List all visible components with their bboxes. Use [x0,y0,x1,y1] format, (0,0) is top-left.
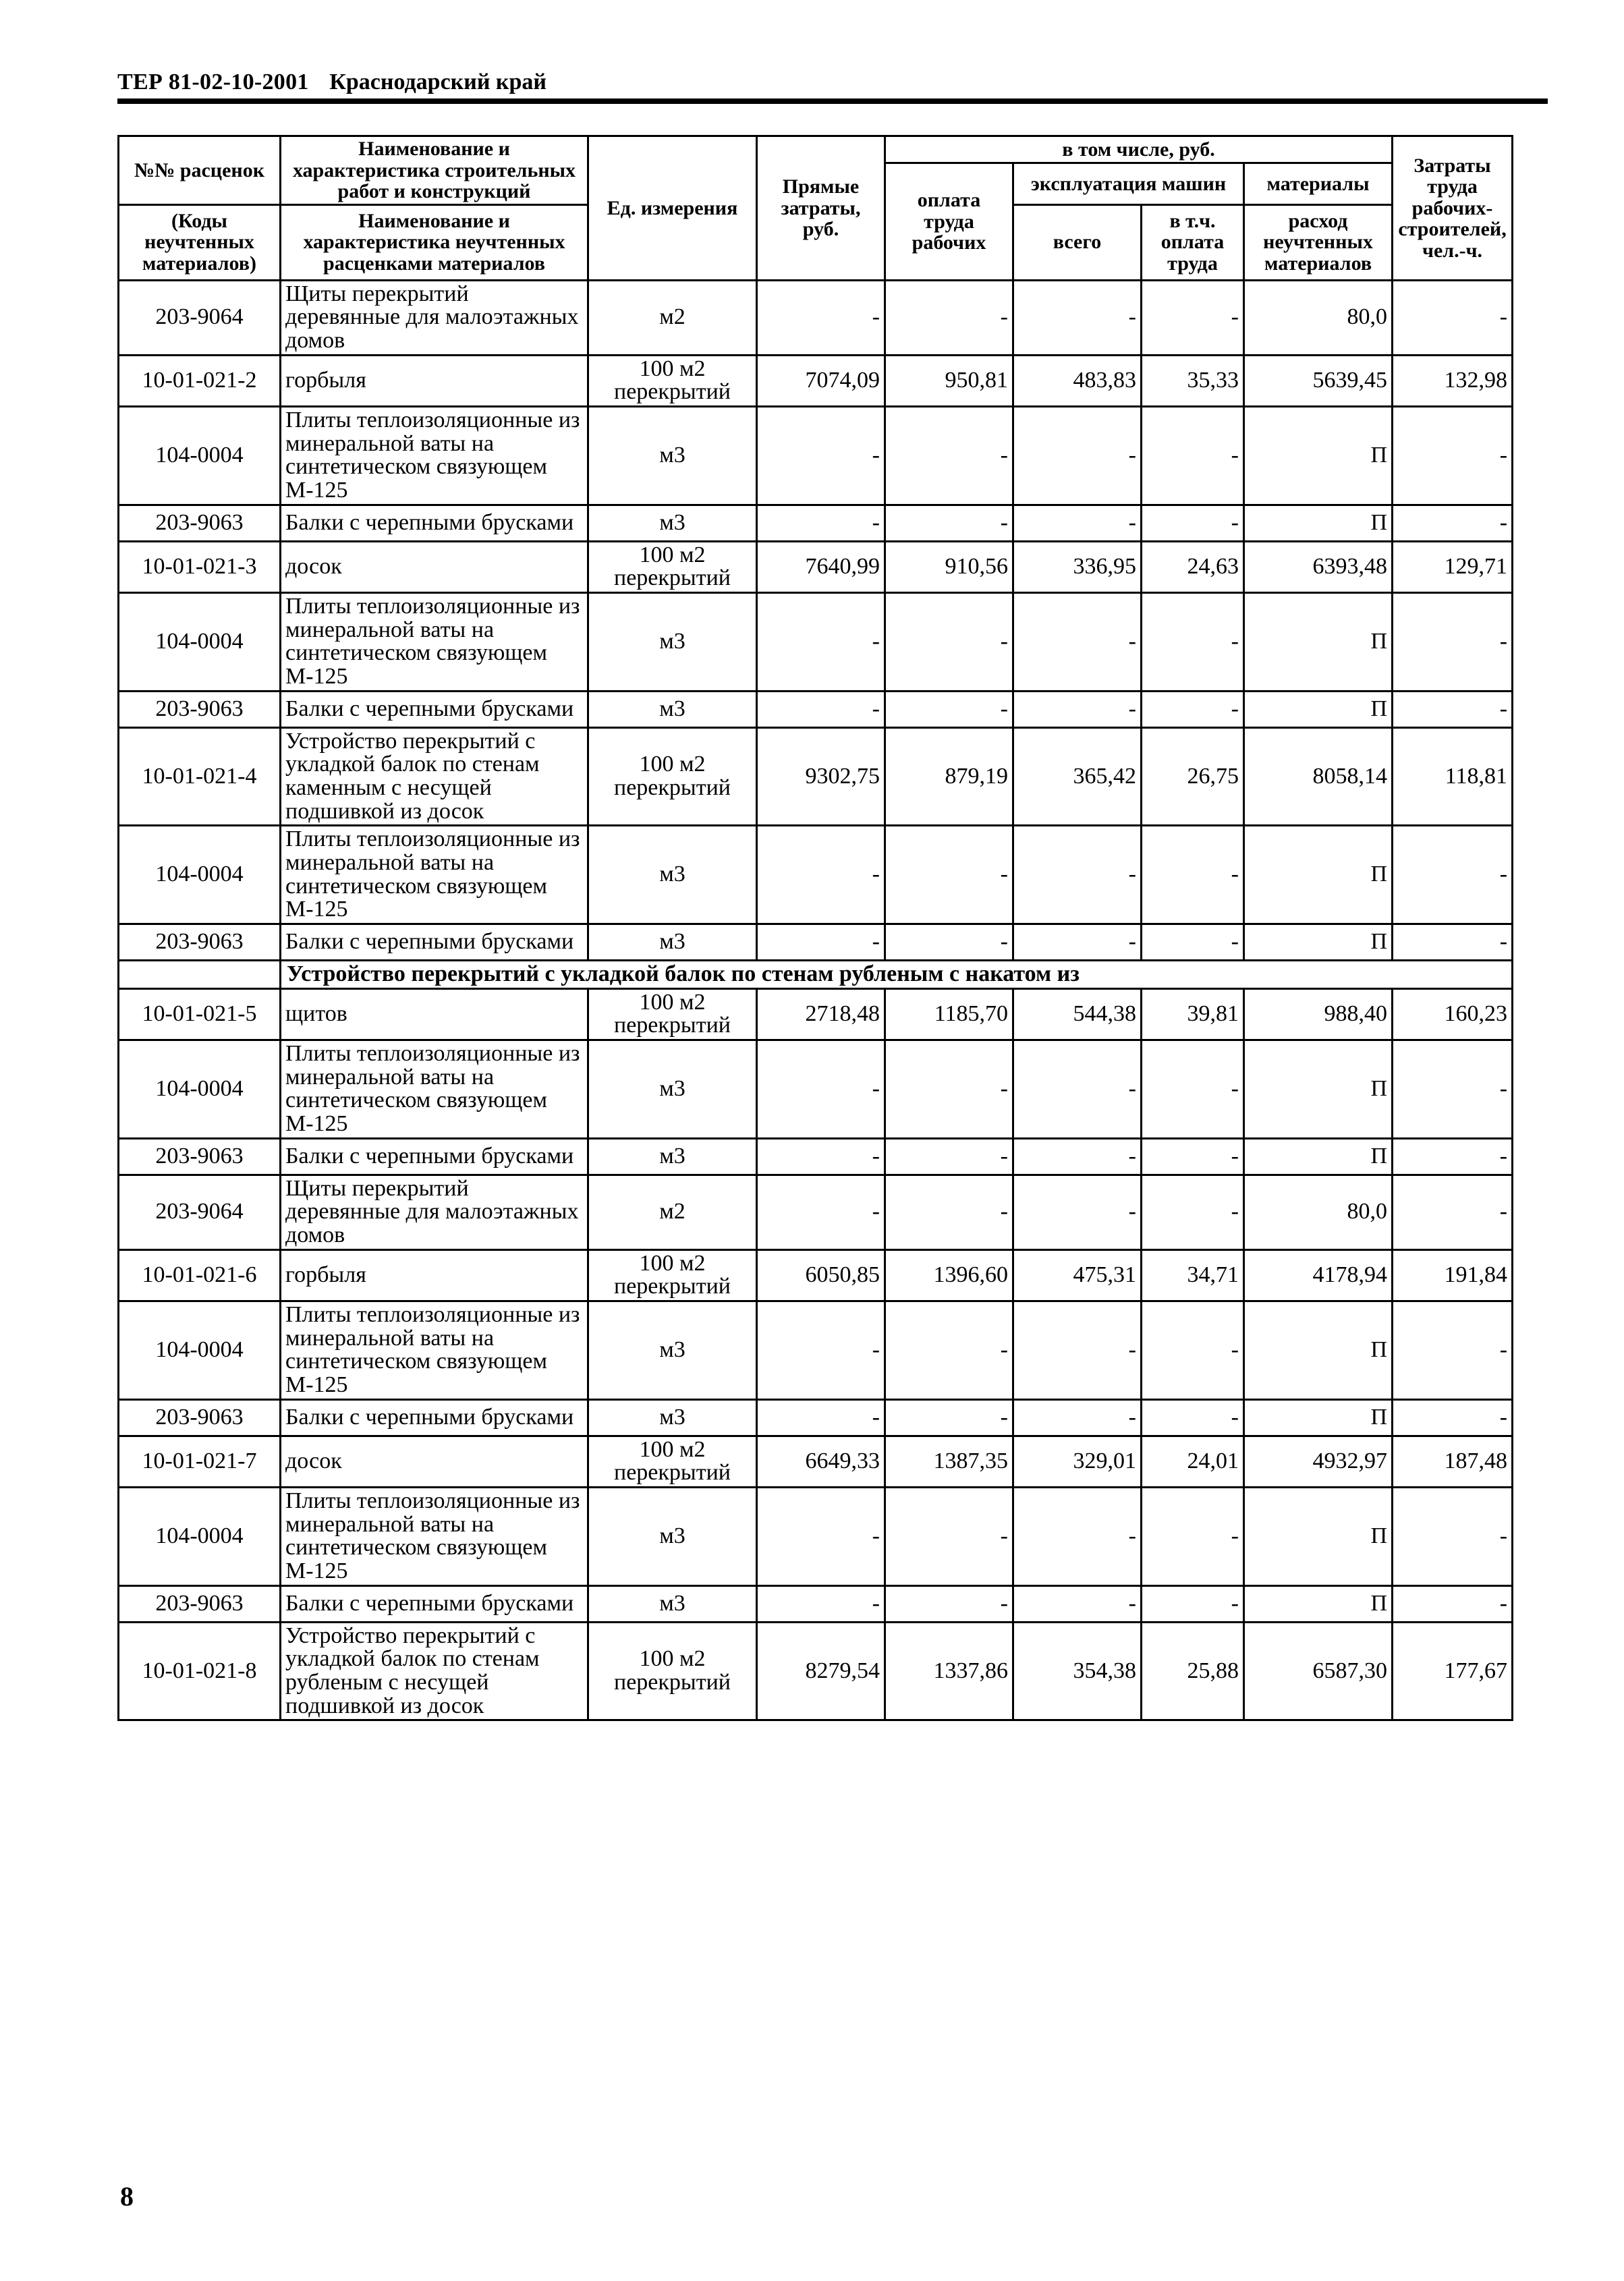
cell-materials: 8058,14 [1244,727,1393,826]
header-unit: Ед. измерения [588,136,757,281]
cell-direct-costs: - [757,1585,885,1622]
cell-materials: П [1244,691,1393,727]
cell-name: Балки с черепными брусками [281,1585,588,1622]
cell-machine-labor: - [1142,1040,1244,1138]
header-materials-unaccounted: расход неучтенных материалов [1244,204,1393,280]
cell-machine-total: - [1013,691,1142,727]
cell-machine-total: 329,01 [1013,1436,1142,1487]
cell-machine-total: 336,95 [1013,541,1142,592]
cell-labor-pay: 1396,60 [885,1249,1013,1301]
table-row [119,406,1513,505]
cell-labor-hours: 132,98 [1393,355,1513,406]
cell-machine-labor: - [1142,826,1244,924]
cell-code: 10-01-021-4 [119,727,281,826]
cell-labor-pay: - [885,1399,1013,1436]
cell-machine-labor: - [1142,924,1244,960]
cell-labor-hours: - [1393,1138,1513,1175]
document-code: ТЕР 81-02-10-2001 [117,69,309,94]
cell-name: Плиты теплоизоляционные из минеральной ваты на синтетическом связующем М-125 [281,406,588,505]
cell-labor-pay: - [885,406,1013,505]
table-row [119,1436,1513,1487]
cell-labor-hours: 118,81 [1393,727,1513,826]
cell-labor-hours: 187,48 [1393,1436,1513,1487]
cell-machine-total: - [1013,1585,1142,1622]
cell-direct-costs: 6050,85 [757,1249,885,1301]
cell-unit: 100 м2 перекрытий [588,1249,757,1301]
header-machine-operation: эксплуатация машин [1013,163,1244,205]
cell-machine-labor: - [1142,406,1244,505]
cell-name: горбыля [281,355,588,406]
cell-direct-costs: - [757,592,885,691]
cell-name: досок [281,1436,588,1487]
cell-machine-labor: - [1142,505,1244,541]
cell-labor-pay: - [885,924,1013,960]
cell-direct-costs: - [757,1040,885,1138]
cell-materials: П [1244,406,1393,505]
table-row [119,826,1513,924]
cell-machine-labor: 24,01 [1142,1436,1244,1487]
cell-code: 203-9063 [119,1399,281,1436]
document-header [117,65,1548,100]
table-row [119,1622,1513,1720]
cell-unit: м3 [588,1399,757,1436]
header-machine-total: всего [1013,204,1142,280]
table-row [119,541,1513,592]
cell-direct-costs: - [757,1301,885,1400]
cell-unit: 100 м2 перекрытий [588,1436,757,1487]
cell-code: 10-01-021-5 [119,988,281,1040]
cell-direct-costs: - [757,924,885,960]
cell-name: Плиты теплоизоляционные из минеральной ваты на синтетическом связующем М-125 [281,1040,588,1138]
table-row [119,355,1513,406]
cell-labor-hours: - [1393,280,1513,355]
cell-code: 104-0004 [119,592,281,691]
cell-labor-hours: 129,71 [1393,541,1513,592]
cell-materials: П [1244,1301,1393,1400]
cell-direct-costs: 6649,33 [757,1436,885,1487]
header-labor-costs: Затраты труда рабочих-строителей, чел.-ч. [1393,136,1513,281]
cell-machine-total: - [1013,924,1142,960]
cell-labor-pay: - [885,1585,1013,1622]
cell-machine-total: - [1013,826,1142,924]
cell-code: 203-9063 [119,1585,281,1622]
cell-code: 104-0004 [119,406,281,505]
cell-labor-hours: - [1393,505,1513,541]
table-body [119,280,1513,1720]
cell-machine-total: - [1013,1040,1142,1138]
cell-name: горбыля [281,1249,588,1301]
cell-machine-labor: - [1142,691,1244,727]
cell-labor-pay: - [885,280,1013,355]
cell-materials: П [1244,1585,1393,1622]
cell-unit: м3 [588,826,757,924]
cell-code: 10-01-021-3 [119,541,281,592]
cell-unit: 100 м2 перекрытий [588,355,757,406]
cell-unit: м3 [588,1040,757,1138]
header-machine-labor: в т.ч. оплата труда [1142,204,1244,280]
header-divider [117,98,1548,104]
cell-name: Плиты теплоизоляционные из минеральной ваты на синтетическом связующем М-125 [281,1488,588,1586]
cell-unit: м2 [588,280,757,355]
cell-name: Щиты перекрытий деревянные для малоэтажных домов [281,280,588,355]
cell-machine-labor: - [1142,1399,1244,1436]
header-code: №№ расценок [119,136,281,205]
cell-machine-total: - [1013,1175,1142,1249]
header-labor-pay: оплата труда рабочих [885,163,1013,281]
cell-code: 104-0004 [119,826,281,924]
cell-machine-total: 475,31 [1013,1249,1142,1301]
cell-unit: м3 [588,924,757,960]
cell-unit: м3 [588,1301,757,1400]
table-row [119,1175,1513,1249]
cell-labor-pay: - [885,505,1013,541]
section-title: Устройство перекрытий с укладкой балок по стенам рубленым с накатом из [281,960,1513,988]
cell-direct-costs: 7640,99 [757,541,885,592]
cell-code: 104-0004 [119,1040,281,1138]
cell-code: 10-01-021-2 [119,355,281,406]
cell-machine-total: 544,38 [1013,988,1142,1040]
cell-machine-total: - [1013,1301,1142,1400]
cell-unit: м3 [588,406,757,505]
cell-machine-labor: - [1142,1585,1244,1622]
cell-labor-hours: - [1393,592,1513,691]
cell-code: 203-9064 [119,280,281,355]
cell-materials: П [1244,1488,1393,1586]
cell-machine-labor: - [1142,1301,1244,1400]
cell-machine-total: 365,42 [1013,727,1142,826]
cell-labor-hours: 191,84 [1393,1249,1513,1301]
table-row [119,1138,1513,1175]
cell-labor-pay: - [885,592,1013,691]
header-direct-costs: Прямые затраты, руб. [757,136,885,281]
cell-machine-labor: 35,33 [1142,355,1244,406]
cell-name: Плиты теплоизоляционные из минеральной ваты на синтетическом связующем М-125 [281,1301,588,1400]
cell-machine-total: - [1013,592,1142,691]
cell-machine-labor: - [1142,1488,1244,1586]
cell-machine-total: - [1013,1399,1142,1436]
cell-labor-pay: - [885,691,1013,727]
table-row [119,691,1513,727]
section-empty-cell [119,960,281,988]
cell-direct-costs: 2718,48 [757,988,885,1040]
cell-name: Щиты перекрытий деревянные для малоэтажных домов [281,1175,588,1249]
cell-direct-costs: - [757,826,885,924]
cell-machine-labor: 34,71 [1142,1249,1244,1301]
cell-code: 203-9063 [119,691,281,727]
cell-direct-costs: 8279,54 [757,1622,885,1720]
cell-unit: 100 м2 перекрытий [588,1622,757,1720]
cell-name: Устройство перекрытий с укладкой балок по стенам каменным с несущей подшивкой из досок [281,727,588,826]
header-including: в том числе, руб. [885,136,1393,163]
cell-machine-total: - [1013,280,1142,355]
cell-labor-pay: 910,56 [885,541,1013,592]
cell-name: Устройство перекрытий с укладкой балок по стенам рубленым с несущей подшивкой из досок [281,1622,588,1720]
cell-materials: 6587,30 [1244,1622,1393,1720]
cell-name: Балки с черепными брусками [281,1138,588,1175]
cell-labor-hours: - [1393,1301,1513,1400]
document-region: Краснодарский край [329,69,547,94]
cell-machine-labor: 26,75 [1142,727,1244,826]
table-row [119,592,1513,691]
cell-materials: П [1244,826,1393,924]
cell-name: щитов [281,988,588,1040]
cell-materials: 6393,48 [1244,541,1393,592]
header-name: Наименование и характеристика строительных работ и конструкций [281,136,588,205]
cell-code: 203-9064 [119,1175,281,1249]
header-name-materials: Наименование и характеристика неучтенных расценками материалов [281,204,588,280]
cell-direct-costs: - [757,406,885,505]
cell-code: 104-0004 [119,1301,281,1400]
table-row [119,280,1513,355]
cell-materials: 4932,97 [1244,1436,1393,1487]
cell-materials: П [1244,1399,1393,1436]
cell-code: 203-9063 [119,505,281,541]
cell-materials: 4178,94 [1244,1249,1393,1301]
header-code-materials: (Коды неучтенных материалов) [119,204,281,280]
table-row [119,1585,1513,1622]
cell-labor-pay: - [885,1301,1013,1400]
cell-materials: П [1244,1040,1393,1138]
cell-labor-pay: 1337,86 [885,1622,1013,1720]
cell-labor-pay: - [885,1488,1013,1586]
cell-unit: м3 [588,1488,757,1586]
cell-unit: 100 м2 перекрытий [588,727,757,826]
cell-unit: м3 [588,1138,757,1175]
cell-code: 104-0004 [119,1488,281,1586]
cell-labor-hours: - [1393,1040,1513,1138]
cell-machine-total: 483,83 [1013,355,1142,406]
cell-materials: 988,40 [1244,988,1393,1040]
cell-machine-total: - [1013,406,1142,505]
cell-direct-costs: - [757,1399,885,1436]
cell-labor-hours: 177,67 [1393,1622,1513,1720]
cell-labor-hours: - [1393,924,1513,960]
cell-direct-costs: 7074,09 [757,355,885,406]
cell-machine-labor: 24,63 [1142,541,1244,592]
cell-labor-hours: - [1393,1488,1513,1586]
cell-code: 203-9063 [119,1138,281,1175]
cell-materials: П [1244,592,1393,691]
cell-machine-labor: 39,81 [1142,988,1244,1040]
cell-materials: П [1244,505,1393,541]
cell-unit: м3 [588,691,757,727]
cell-machine-labor: - [1142,592,1244,691]
cell-labor-pay: 1185,70 [885,988,1013,1040]
cell-name: досок [281,541,588,592]
cell-unit: 100 м2 перекрытий [588,541,757,592]
cell-direct-costs: - [757,1175,885,1249]
cell-labor-hours: - [1393,1175,1513,1249]
cell-labor-pay: 950,81 [885,355,1013,406]
price-table [117,135,1513,1721]
cell-machine-labor: - [1142,1175,1244,1249]
cell-labor-pay: 1387,35 [885,1436,1013,1487]
page-number: 8 [120,2181,134,2212]
cell-labor-pay: - [885,826,1013,924]
cell-labor-hours: - [1393,406,1513,505]
cell-machine-labor: - [1142,280,1244,355]
cell-labor-pay: - [885,1040,1013,1138]
cell-labor-pay: 879,19 [885,727,1013,826]
table-row [119,505,1513,541]
table-row [119,924,1513,960]
table-row [119,1249,1513,1301]
table-row [119,727,1513,826]
cell-code: 10-01-021-7 [119,1436,281,1487]
cell-name: Плиты теплоизоляционные из минеральной ваты на синтетическом связующем М-125 [281,826,588,924]
cell-labor-hours: - [1393,691,1513,727]
table-row [119,1399,1513,1436]
cell-unit: м3 [588,1585,757,1622]
cell-direct-costs: - [757,1488,885,1586]
cell-labor-pay: - [885,1175,1013,1249]
cell-code: 203-9063 [119,924,281,960]
cell-name: Плиты теплоизоляционные из минеральной ваты на синтетическом связующем М-125 [281,592,588,691]
cell-unit: м2 [588,1175,757,1249]
cell-materials: П [1244,1138,1393,1175]
cell-code: 10-01-021-6 [119,1249,281,1301]
cell-machine-total: - [1013,1488,1142,1586]
cell-name: Балки с черепными брусками [281,505,588,541]
cell-direct-costs: 9302,75 [757,727,885,826]
cell-machine-labor: - [1142,1138,1244,1175]
cell-labor-pay: - [885,1138,1013,1175]
cell-unit: м3 [588,592,757,691]
cell-labor-hours: - [1393,1585,1513,1622]
cell-labor-hours: 160,23 [1393,988,1513,1040]
cell-direct-costs: - [757,280,885,355]
header-materials: материалы [1244,163,1393,205]
cell-unit: 100 м2 перекрытий [588,988,757,1040]
section-row [119,960,1513,988]
cell-name: Балки с черепными брусками [281,924,588,960]
table-row [119,1040,1513,1138]
cell-name: Балки с черепными брусками [281,1399,588,1436]
table-row [119,1301,1513,1400]
cell-materials: 80,0 [1244,280,1393,355]
cell-machine-total: - [1013,1138,1142,1175]
table-row [119,1488,1513,1586]
cell-machine-labor: 25,88 [1142,1622,1244,1720]
cell-materials: П [1244,924,1393,960]
cell-materials: 5639,45 [1244,355,1393,406]
cell-direct-costs: - [757,691,885,727]
cell-name: Балки с черепными брусками [281,691,588,727]
cell-unit: м3 [588,505,757,541]
cell-labor-hours: - [1393,1399,1513,1436]
cell-machine-total: 354,38 [1013,1622,1142,1720]
cell-labor-hours: - [1393,826,1513,924]
cell-code: 10-01-021-8 [119,1622,281,1720]
cell-direct-costs: - [757,1138,885,1175]
cell-materials: 80,0 [1244,1175,1393,1249]
cell-direct-costs: - [757,505,885,541]
table-row [119,988,1513,1040]
cell-machine-total: - [1013,505,1142,541]
